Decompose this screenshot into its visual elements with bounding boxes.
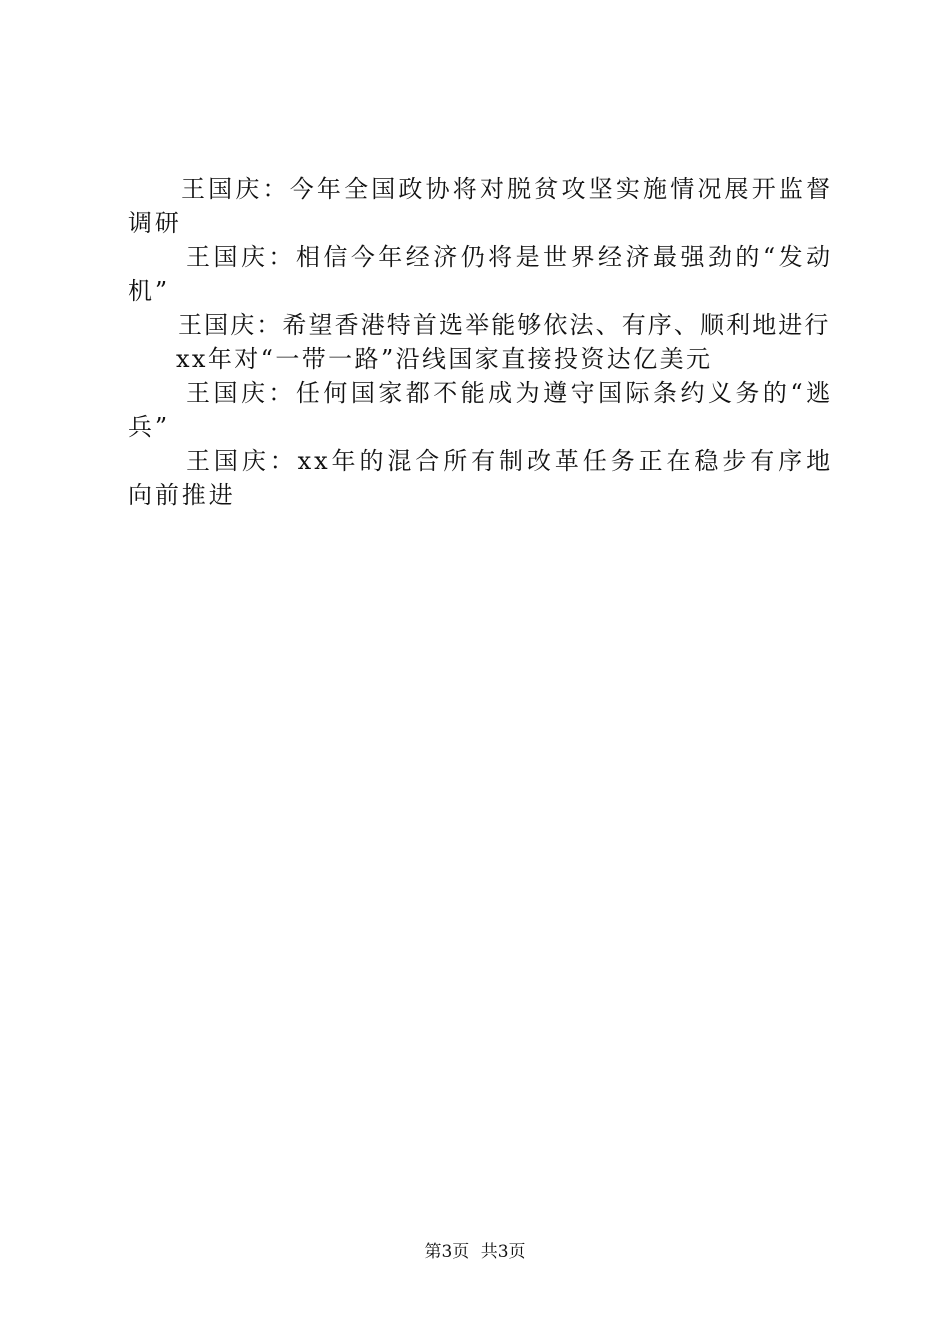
document-body: [128, 172, 833, 512]
page-footer: [0, 1240, 950, 1264]
paragraph-6: 王国庆：xx年的混合所有制改革任务正在稳步有序地向前推进: [128, 447, 833, 509]
paragraph-2: 王国庆：相信今年经济仍将是世界经济最强劲的“发动机”: [128, 243, 833, 305]
paragraph-4: xx年对“一带一路”沿线国家直接投资达亿美元: [176, 345, 713, 373]
paragraph-1: 王国庆：今年全国政协将对脱贫攻坚实施情况展开监督调研: [128, 175, 833, 237]
page-number: 第3页: [424, 1242, 470, 1262]
paragraph-3: 王国庆：希望香港特首选举能够依法、有序、顺利地进行: [178, 311, 831, 339]
page-total: 共3页: [480, 1242, 526, 1262]
paragraph-5: 王国庆：任何国家都不能成为遵守国际条约义务的“逃兵”: [128, 379, 833, 441]
